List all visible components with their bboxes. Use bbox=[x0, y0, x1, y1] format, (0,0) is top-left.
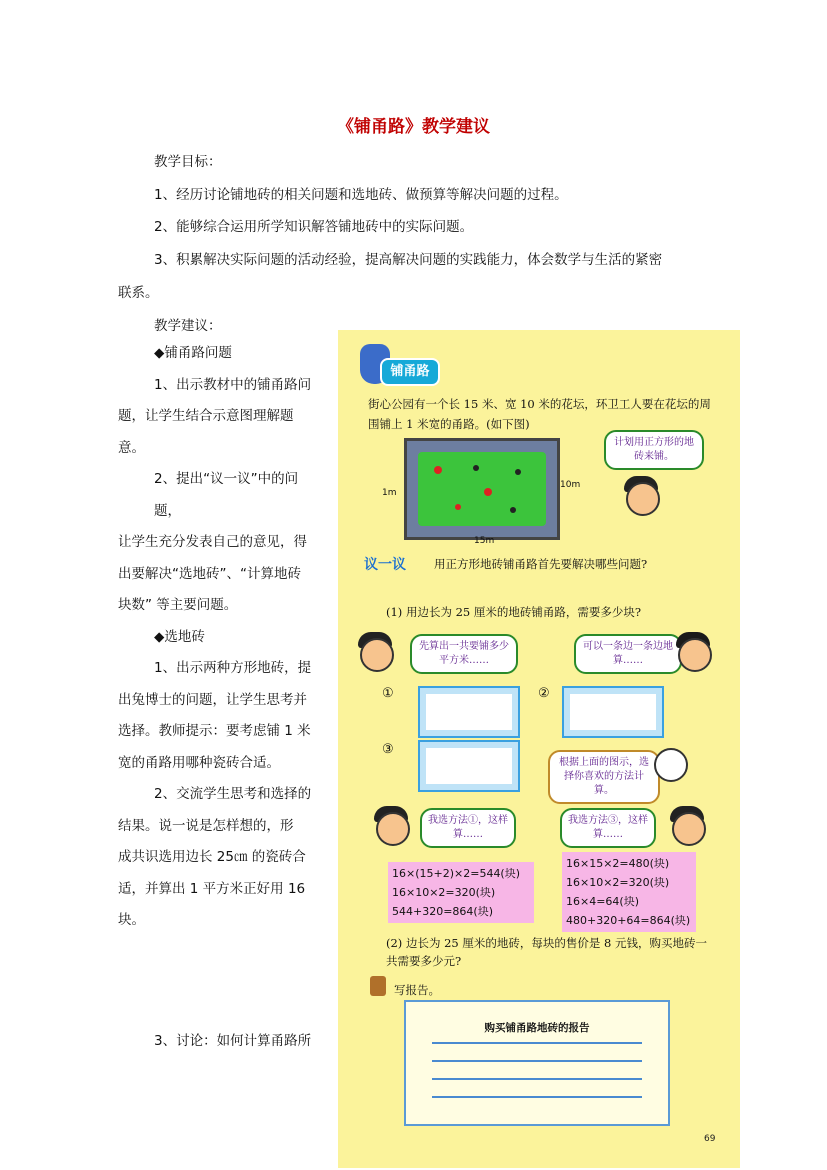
speech-bubble-b: 可以一条边一条边地算…… bbox=[574, 634, 682, 674]
speech-bubble-d: 我选方法③，这样算…… bbox=[560, 808, 656, 848]
calc-method-3 bbox=[562, 852, 696, 932]
paragraph-line: 1、出示教材中的铺甬路问 bbox=[154, 376, 312, 393]
report-line bbox=[432, 1060, 642, 1062]
paragraph-line: 结果。说一说是怎样想的，形 bbox=[118, 817, 294, 834]
report-line bbox=[432, 1096, 642, 1098]
calc-line: 480+320+64=864(块) bbox=[566, 914, 691, 927]
section-heading: ◆选地砖 bbox=[154, 628, 205, 645]
speech-bubble-rabbit: 根据上面的图示，选择你喜欢的方法计算。 bbox=[548, 750, 660, 804]
girl-avatar bbox=[672, 812, 706, 846]
method-2-diagram bbox=[562, 686, 664, 738]
report-line bbox=[432, 1042, 642, 1044]
paragraph-line: 宽的甬路用哪种瓷砖合适。 bbox=[118, 754, 280, 771]
goal-item-cont: 联系。 bbox=[118, 285, 159, 301]
calc-line: 544+320=864(块) bbox=[392, 905, 494, 918]
label-15m: 15m bbox=[474, 536, 495, 546]
discuss-line: 3、讨论：如何计算甬路所 bbox=[154, 1033, 312, 1049]
calc-line: 16×10×2=320(块) bbox=[392, 886, 496, 899]
paragraph-line: 选择。教师提示：要考虑铺 1 米 bbox=[118, 723, 311, 739]
yiyi-label: 议一议 bbox=[364, 557, 406, 573]
method-1-number: ① bbox=[382, 686, 394, 701]
report-line bbox=[432, 1078, 642, 1080]
speech-bubble-c: 我选方法①，这样算…… bbox=[420, 808, 516, 848]
paragraph-line: 意。 bbox=[118, 439, 145, 456]
paragraph-line: 块。 bbox=[118, 912, 145, 928]
flowerbed bbox=[418, 452, 546, 526]
method-3-diagram bbox=[418, 740, 520, 792]
left-column bbox=[118, 338, 314, 937]
paragraph-line: 2、提出“议一议”中的问题， bbox=[154, 471, 299, 519]
problem-text: 街心公园有一个长 15 米、宽 10 米的花坛，环卫工人要在花坛的周围铺上 1 米宽的甬路。(如下图) bbox=[368, 397, 711, 431]
label-10m: 10m bbox=[560, 480, 581, 490]
goal-item: 1、经历讨论铺地砖的相关问题和选地砖、做预算等解决问题的过程。 bbox=[154, 187, 568, 203]
question-1: (1) 用边长为 25 厘米的地砖铺甬路，需要多少块? bbox=[386, 605, 642, 619]
calc-line: 16×10×2=320(块) bbox=[566, 876, 670, 889]
boy-avatar bbox=[360, 638, 394, 672]
paragraph-line: 2、交流学生思考和选择的 bbox=[154, 786, 312, 802]
boy-avatar bbox=[626, 482, 660, 516]
paragraph-line: 块数” 等主要问题。 bbox=[118, 597, 238, 613]
flowers-icon bbox=[418, 452, 546, 526]
question-2: (2) 边长为 25 厘米的地砖，每块的售价是 8 元钱，购买地砖一共需要多少元? bbox=[386, 936, 708, 968]
method-3-number: ③ bbox=[382, 742, 394, 757]
report-sheet bbox=[404, 1000, 670, 1126]
calc-line: 16×15×2=480(块) bbox=[566, 857, 670, 870]
paragraph-line: 1、出示两种方形地砖，提 bbox=[154, 660, 312, 676]
label-1m: 1m bbox=[382, 488, 397, 498]
calc-method-1 bbox=[388, 862, 534, 923]
girl-avatar bbox=[678, 638, 712, 672]
goal-item: 3、积累解决实际问题的活动经验，提高解决问题的实践能力，体会数学与生活的紧密 bbox=[154, 252, 663, 268]
garden-diagram bbox=[404, 438, 560, 540]
paragraph-line: 出兔博士的问题，让学生思考并 bbox=[118, 691, 307, 708]
method-1-diagram bbox=[418, 686, 520, 738]
paragraph-line: 题，让学生结合示意图理解题 bbox=[118, 408, 294, 424]
boy-avatar bbox=[376, 812, 410, 846]
write-report-label: 写报告。 bbox=[394, 983, 440, 997]
section-tag: 铺甬路 bbox=[380, 358, 440, 386]
calc-line: 16×4=64(块) bbox=[566, 895, 640, 908]
paragraph-line: 出要解决“选地砖”、“计算地砖 bbox=[118, 565, 301, 582]
yiyi-question: 用正方形地砖铺甬路首先要解决哪些问题? bbox=[434, 557, 648, 571]
calc-line: 16×(15+2)×2=544(块) bbox=[392, 867, 521, 880]
goals-heading: 教学目标： bbox=[154, 154, 222, 170]
rabbit-avatar bbox=[654, 748, 688, 782]
speech-bubble-a: 先算出一共要铺多少平方米…… bbox=[410, 634, 518, 674]
paragraph-line: 适，并算出 1 平方米正好用 16 bbox=[118, 880, 306, 897]
textbook-page-image bbox=[338, 330, 740, 1168]
speech-bubble-boy: 计划用正方形的地砖来铺。 bbox=[604, 430, 704, 470]
page-title: 《铺甬路》教学建议 bbox=[337, 117, 490, 137]
section-heading: ◆铺甬路问题 bbox=[154, 345, 232, 361]
pencil-cup-icon bbox=[370, 976, 386, 996]
goal-item: 2、能够综合运用所学知识解答铺地砖中的实际问题。 bbox=[154, 219, 474, 235]
suggest-heading: 教学建议： bbox=[154, 318, 222, 334]
method-2-number: ② bbox=[538, 686, 550, 701]
report-title: 购买铺甬路地砖的报告 bbox=[484, 1022, 590, 1034]
paragraph-line: 让学生充分发表自己的意见，得 bbox=[118, 534, 307, 550]
paragraph-line: 成共识选用边长 25㎝ 的瓷砖合 bbox=[118, 849, 306, 865]
page-number: 69 bbox=[704, 1134, 716, 1144]
